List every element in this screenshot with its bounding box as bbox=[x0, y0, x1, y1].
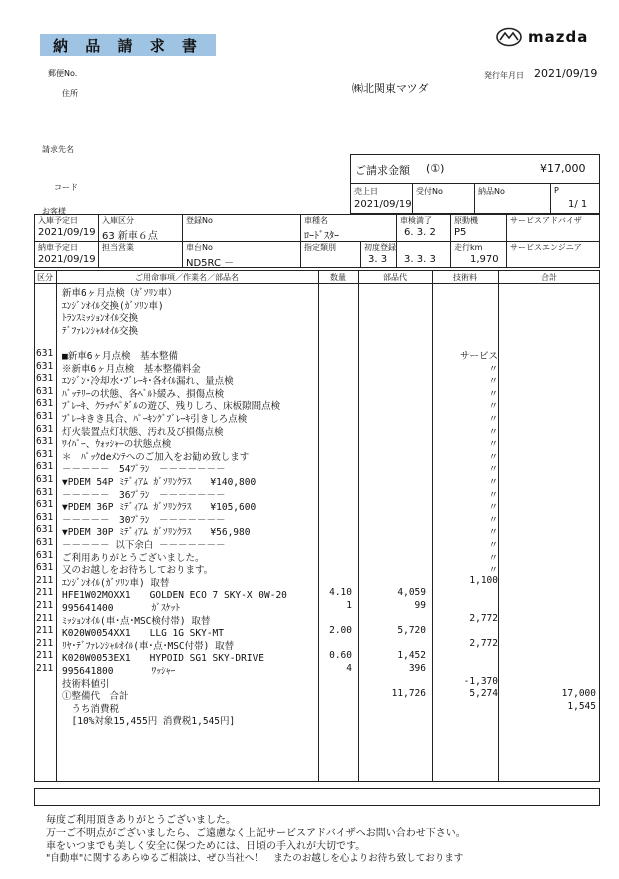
row-tech: 〃 bbox=[488, 451, 498, 463]
first-reg-label: 初度登録 bbox=[364, 243, 396, 252]
row-code: 631 bbox=[36, 373, 54, 385]
sales-staff-label: 担当営業 bbox=[102, 243, 134, 252]
row-tech: 〃 bbox=[488, 514, 498, 526]
table-row bbox=[34, 600, 600, 613]
row-desc: ﾌﾞﾚｰｷ、ｸﾗｯﾁﾍﾟﾀﾞﾙの遊び、残りしろ、床板隙間点検 bbox=[62, 401, 281, 413]
table-row bbox=[34, 411, 600, 424]
row-code: 631 bbox=[36, 499, 54, 511]
table-row bbox=[34, 298, 600, 311]
table-row bbox=[34, 638, 600, 651]
table-row bbox=[34, 461, 600, 474]
row-desc: [10%対象15,455円 消費税1,545円] bbox=[62, 716, 236, 728]
table-row bbox=[34, 713, 600, 726]
row-desc: うち消費税 bbox=[62, 703, 120, 715]
row-code: 631 bbox=[36, 474, 54, 485]
table-row bbox=[34, 587, 600, 600]
first-reg-value: 3. 3 bbox=[368, 254, 388, 265]
first-reg-value-2: 3. 3. 3 bbox=[404, 254, 436, 265]
order-no-label: 受付No bbox=[416, 187, 443, 196]
row-tech: -1,370 bbox=[463, 675, 498, 687]
advisor-label: サービスアドバイザ bbox=[510, 216, 582, 225]
chassis-label: 車台No bbox=[186, 243, 213, 252]
remarks-box bbox=[34, 788, 600, 806]
table-row bbox=[34, 398, 600, 411]
footer-line: "自動車"に関するあらゆるご相談は、ぜひ当社へ！ またのお越しを心よりお待ち致しております bbox=[46, 853, 464, 864]
row-parts: 11,726 bbox=[391, 688, 426, 700]
row-tech: 2,772 bbox=[469, 637, 498, 649]
row-code: 211 bbox=[36, 650, 54, 662]
table-row bbox=[34, 550, 600, 563]
row-desc: －－－－－ 以下余白 －－－－－－－ bbox=[62, 540, 226, 551]
row-tech: 〃 bbox=[488, 401, 498, 413]
row-code: 631 bbox=[36, 486, 54, 498]
row-code: 211 bbox=[36, 587, 54, 599]
row-desc: HFE1W02MOXX1 GOLDEN ECO 7 SKY-X 0W-20 bbox=[62, 590, 287, 602]
amount-value: ¥17,000 bbox=[540, 162, 586, 175]
sales-date-label: 売上日 bbox=[354, 187, 378, 196]
row-desc: ﾌﾞﾚｰｷきき具合、ﾊﾟｰｷﾝｸﾞﾌﾞﾚｰｷ引きしろ点検 bbox=[62, 414, 248, 425]
row-qty: 0.60 bbox=[329, 650, 352, 662]
model-label: 車種名 bbox=[304, 216, 328, 225]
col-header-desc: ご用命事項／作業名／部品名 bbox=[135, 273, 239, 282]
sales-date: 2021/09/19 bbox=[354, 199, 412, 210]
row-desc: ご利用ありがとうございました。 bbox=[62, 552, 205, 564]
row-code: 211 bbox=[36, 637, 54, 649]
row-code: 631 bbox=[36, 411, 54, 422]
row-code: 631 bbox=[36, 348, 54, 359]
row-code: 631 bbox=[36, 436, 54, 448]
table-row bbox=[34, 625, 600, 638]
table-row bbox=[34, 487, 600, 500]
row-desc: K020W0054XX1 LLG 1G SKY-MT bbox=[62, 628, 224, 640]
table-row bbox=[34, 474, 600, 487]
page-label: P bbox=[554, 186, 559, 195]
row-tech: 〃 bbox=[488, 489, 498, 501]
brand-wordmark: mazda bbox=[528, 28, 589, 46]
row-desc: 灯火装置点灯状態、汚れ及び損傷点検 bbox=[62, 426, 224, 438]
row-qty: 4 bbox=[346, 663, 352, 674]
row-tech: 〃 bbox=[488, 363, 498, 375]
page-number: 1/ 1 bbox=[568, 199, 588, 210]
table-row bbox=[34, 335, 600, 348]
row-desc: ＊ ﾊﾟｯｸdeﾒﾝﾃへのご加入をお勧め致します bbox=[62, 451, 250, 463]
table-row bbox=[34, 562, 600, 575]
table-row bbox=[34, 499, 600, 512]
row-desc: 995641400 ｶﾞｽｹｯﾄ bbox=[62, 603, 180, 614]
row-desc: ｴﾝｼﾞﾝｵｲﾙ交換(ｶﾞｿﾘﾝ車) bbox=[62, 300, 164, 312]
row-parts: 1,452 bbox=[397, 650, 426, 662]
designation-label: 指定類別 bbox=[304, 243, 336, 252]
inspection-label: 車検満了 bbox=[400, 216, 432, 225]
row-desc: ﾜｲﾊﾟｰ、ｳｫｯｼｬｰの状態点検 bbox=[62, 439, 172, 451]
row-code: 631 bbox=[36, 385, 54, 397]
entry-class-label: 入庫区分 bbox=[102, 216, 134, 225]
row-tech: 〃 bbox=[488, 376, 498, 388]
col-header-qty: 数量 bbox=[330, 273, 346, 282]
row-code: 631 bbox=[36, 398, 54, 410]
row-desc: ▼PDEM 30P ﾐﾃﾞｨｱﾑ ｶﾞｿﾘﾝｸﾗｽ ¥56,980 bbox=[62, 527, 251, 539]
row-code: 211 bbox=[36, 574, 54, 586]
row-tech: 〃 bbox=[488, 426, 498, 438]
row-parts: 99 bbox=[414, 600, 426, 611]
document-title bbox=[40, 34, 216, 56]
row-desc: ▼PDEM 54P ﾐﾃﾞｨｱﾑ ｶﾞｿﾘﾝｸﾗｽ ¥140,800 bbox=[62, 477, 257, 488]
issue-date: 2021/09/19 bbox=[534, 67, 598, 80]
footer-line: 万一ご不明点がございましたら、ご遠慮なく上記サービスアドバイザへお問い合わせ下さい。 bbox=[46, 828, 466, 839]
footer-line: 毎度ご利用頂きありがとうございました。 bbox=[46, 815, 236, 826]
chassis-value: ND5RC － bbox=[186, 258, 235, 269]
row-desc: 995641800 ﾜｯｼｬｰ bbox=[62, 666, 176, 677]
table-row bbox=[34, 688, 600, 701]
table-row bbox=[34, 361, 600, 374]
row-tech: 〃 bbox=[488, 477, 498, 488]
row-code: 631 bbox=[36, 524, 54, 536]
row-tech: 〃 bbox=[488, 464, 498, 476]
row-code: 211 bbox=[36, 663, 54, 674]
table-row bbox=[34, 348, 600, 361]
row-code: 211 bbox=[36, 612, 54, 624]
row-desc: －－－－－ 30ﾌﾟﾗﾝ －－－－－－－ bbox=[62, 514, 226, 526]
row-desc: ﾃﾞﾌｧﾚﾝｼｬﾙｵｲﾙ交換 bbox=[62, 325, 139, 337]
table-row bbox=[34, 663, 600, 676]
row-code: 211 bbox=[36, 625, 54, 637]
document-title-text: 納 品 請 求 書 bbox=[53, 36, 203, 55]
row-code: 631 bbox=[36, 360, 54, 372]
row-tech: 〃 bbox=[488, 540, 498, 551]
row-desc: ▼PDEM 36P ﾐﾃﾞｨｱﾑ ｶﾞｿﾘﾝｸﾗｽ ¥105,600 bbox=[62, 502, 257, 514]
row-tech: サービス bbox=[459, 351, 498, 362]
row-desc: －－－－－ 54ﾌﾟﾗﾝ －－－－－－－ bbox=[62, 464, 226, 476]
issue-date-label: 発行年月日 bbox=[484, 71, 524, 80]
table-row bbox=[34, 285, 600, 298]
row-desc: ※新車6ヶ月点検 基本整備料金 bbox=[62, 363, 201, 375]
billing-label: 請求先名 bbox=[42, 145, 74, 154]
row-desc: ｴﾝｼﾞﾝ･冷却水･ﾌﾞﾚｰｷ･各ｵｲﾙ漏れ、量点検 bbox=[62, 376, 234, 388]
delivery-date-label: 納車予定日 bbox=[38, 243, 78, 252]
row-code: 631 bbox=[36, 448, 54, 460]
row-qty: 2.00 bbox=[329, 625, 352, 637]
brand-logo bbox=[496, 26, 600, 48]
row-tech: 〃 bbox=[488, 552, 498, 564]
footer-line: 車をいつまでも美しく安全に保つためには、日頃の手入れが大切です。 bbox=[46, 841, 366, 852]
row-total: 1,545 bbox=[567, 700, 596, 712]
row-desc: ｴﾝｼﾞﾝｵｲﾙ(ｶﾞｿﾘﾝ車) 取替 bbox=[62, 577, 170, 589]
row-tech: 〃 bbox=[488, 439, 498, 451]
table-row bbox=[34, 537, 600, 550]
col-header-parts: 部品代 bbox=[383, 273, 407, 282]
row-code: 631 bbox=[36, 562, 54, 574]
row-code: 631 bbox=[36, 549, 54, 561]
row-desc: ①整備代 合計 bbox=[62, 691, 129, 703]
row-desc: 技術料値引 bbox=[62, 678, 110, 690]
row-desc: ■新車6ヶ月点検 基本整備 bbox=[62, 351, 178, 362]
table-row bbox=[34, 436, 600, 449]
table-row bbox=[34, 386, 600, 399]
table-row bbox=[34, 449, 600, 462]
engineer-label: サービスエンジニア bbox=[510, 243, 582, 252]
company-name: ㈱北関東マツダ bbox=[352, 82, 429, 95]
row-desc: ﾐｯｼｮﾝｵｲﾙ(車･点･MSC検付帯) 取替 bbox=[62, 615, 211, 627]
table-row bbox=[34, 575, 600, 588]
entry-date: 2021/09/19 bbox=[38, 227, 96, 238]
amount-marker: (①) bbox=[426, 162, 445, 175]
row-tech: 5,274 bbox=[469, 688, 498, 700]
row-parts: 5,720 bbox=[397, 625, 426, 637]
table-row bbox=[34, 676, 600, 689]
row-parts: 4,059 bbox=[397, 587, 426, 599]
row-desc: ﾘﾔ･ﾃﾞﾌｧﾚﾝｼｬﾙｵｲﾙ(車･点･MSC付帯) 取替 bbox=[62, 640, 235, 652]
row-qty: 4.10 bbox=[329, 587, 352, 599]
row-desc: ﾊﾞｯﾃﾘｰの状態、各ﾍﾞﾙﾄ緩み、損傷点検 bbox=[62, 388, 225, 400]
engine-value: P5 bbox=[454, 227, 467, 238]
row-total: 17,000 bbox=[561, 688, 596, 700]
table-row bbox=[34, 323, 600, 336]
amount-label: ご請求金額 bbox=[355, 164, 410, 177]
code-label: コード bbox=[54, 183, 78, 192]
row-tech: 〃 bbox=[488, 414, 498, 425]
row-tech: 〃 bbox=[488, 502, 498, 514]
customer-label: お客様 bbox=[42, 207, 66, 216]
col-header-total: 合計 bbox=[541, 273, 557, 282]
row-desc: －－－－－ 36ﾌﾟﾗﾝ －－－－－－－ bbox=[62, 489, 226, 501]
row-code: 211 bbox=[36, 600, 54, 611]
engine-label: 原動機 bbox=[454, 216, 478, 225]
row-desc: 新車6ヶ月点検（ｶﾞｿﾘﾝ車） bbox=[62, 288, 177, 299]
table-row bbox=[34, 310, 600, 323]
row-code: 631 bbox=[36, 511, 54, 523]
model-value: ﾛｰﾄﾞｽﾀｰ bbox=[304, 231, 339, 242]
row-code: 631 bbox=[36, 461, 54, 473]
row-parts: 396 bbox=[408, 663, 426, 674]
reg-no-label: 登録No bbox=[186, 216, 213, 225]
delivery-date: 2021/09/19 bbox=[38, 254, 96, 265]
row-tech: 〃 bbox=[488, 527, 498, 539]
address-label: 住所 bbox=[62, 89, 78, 98]
table-row bbox=[34, 424, 600, 437]
row-tech: 2,772 bbox=[469, 612, 498, 624]
delivery-no-label: 納品No bbox=[478, 187, 505, 196]
col-header-tech: 技術料 bbox=[453, 273, 477, 282]
row-tech: 〃 bbox=[488, 565, 498, 577]
row-tech: 〃 bbox=[488, 388, 498, 400]
table-row bbox=[34, 650, 600, 663]
postal-label: 郵便No. bbox=[48, 69, 78, 78]
table-row bbox=[34, 373, 600, 386]
row-code: 631 bbox=[36, 537, 54, 548]
row-code: 631 bbox=[36, 423, 54, 435]
table-row bbox=[34, 613, 600, 626]
mazda-emblem-icon bbox=[496, 27, 522, 47]
row-tech: 1,100 bbox=[469, 574, 498, 586]
row-desc: ﾄﾗﾝｽﾐｯｼｮﾝｵｲﾙ交換 bbox=[62, 313, 139, 325]
table-row bbox=[34, 512, 600, 525]
row-desc: K020W0053EX1 HYPOID SG1 SKY-DRIVE bbox=[62, 653, 265, 665]
row-desc: 又のお越しをお待ちしております。 bbox=[62, 565, 214, 577]
table-row bbox=[34, 701, 600, 714]
mileage-value: 1,970 bbox=[470, 254, 499, 265]
col-header-class: 区分 bbox=[37, 273, 53, 282]
table-row bbox=[34, 524, 600, 537]
row-qty: 1 bbox=[346, 600, 352, 611]
mileage-label: 走行km bbox=[454, 243, 483, 252]
inspection-value: 6. 3. 2 bbox=[404, 227, 436, 238]
entry-date-label: 入庫予定日 bbox=[38, 216, 78, 225]
entry-class: 63 新車６点 bbox=[102, 231, 158, 242]
